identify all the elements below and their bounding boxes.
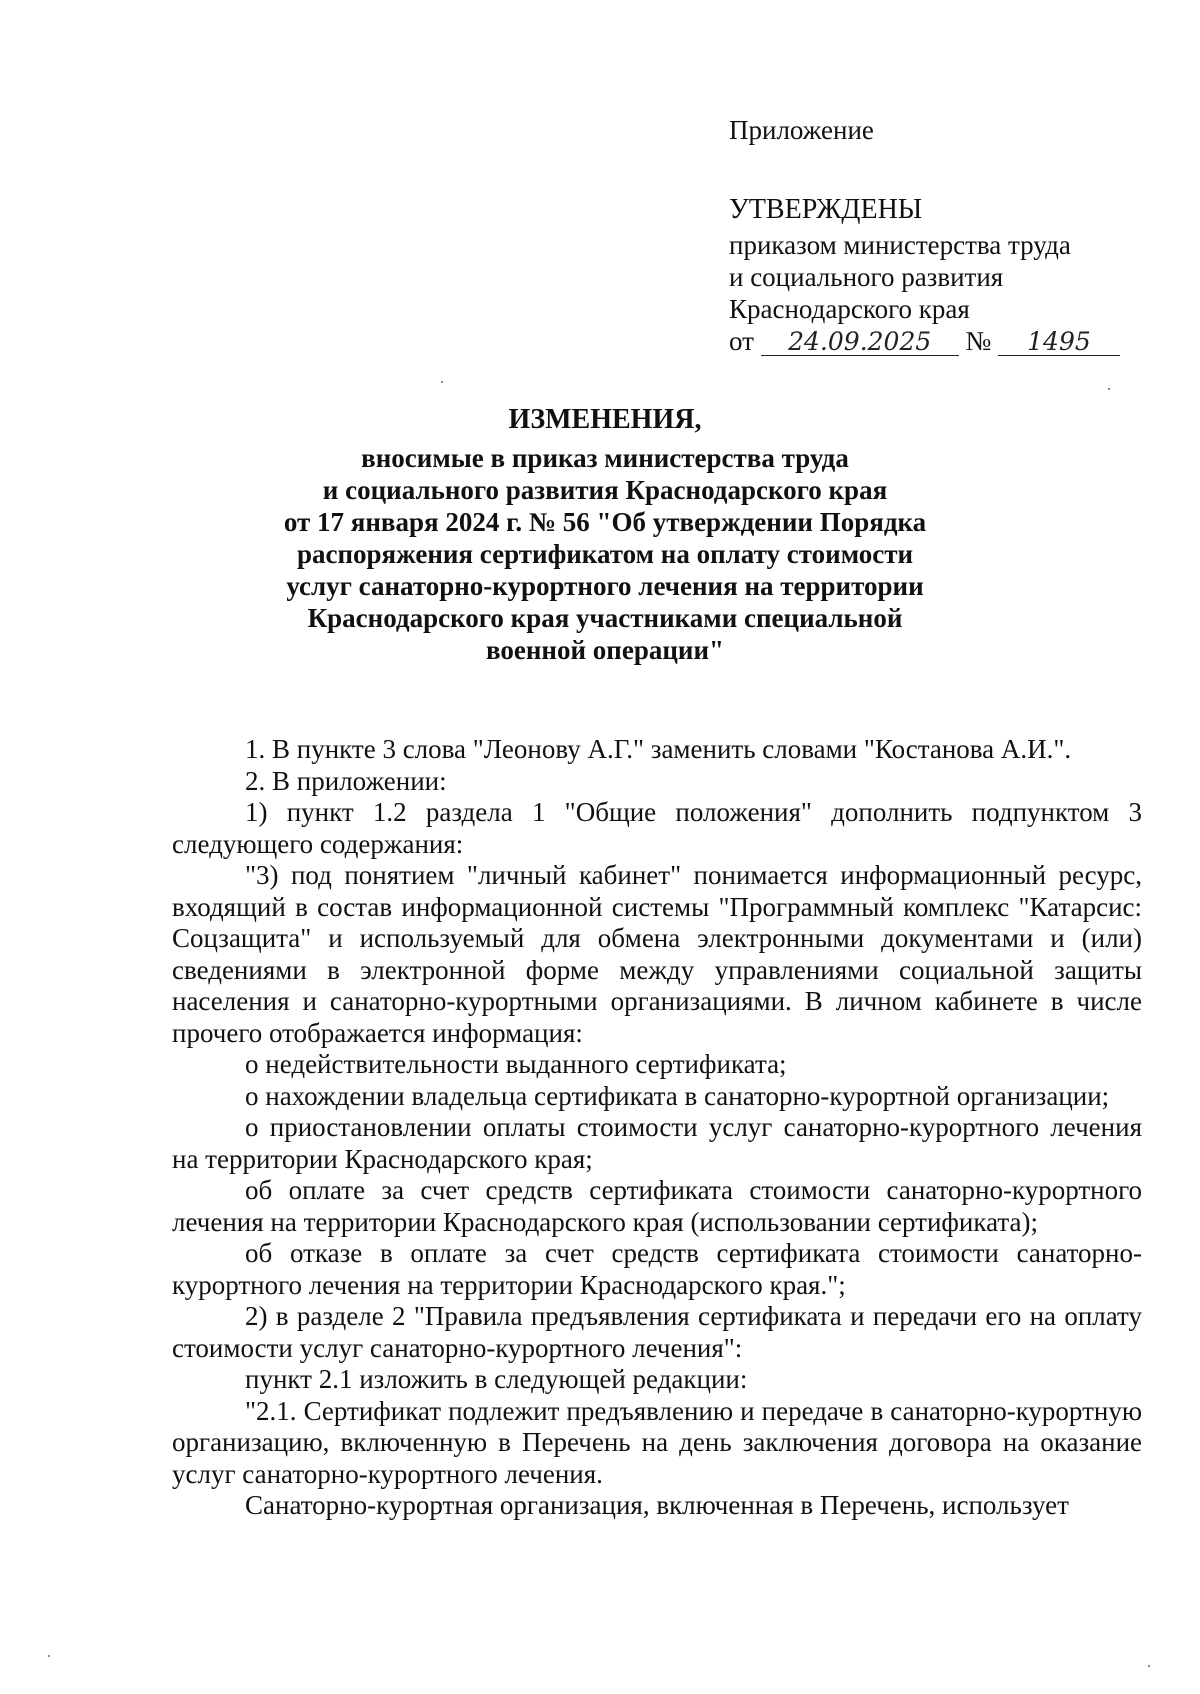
paragraph: о приостановлении оплаты стоимости услуг санаторно-курортного лечения на территории Краснодарского края; bbox=[172, 1112, 1142, 1174]
paragraph: Санаторно-курортная организация, включенная в Перечень, использует bbox=[245, 1490, 1069, 1520]
date-prefix: от bbox=[729, 326, 754, 356]
paragraph: о недействительности выданного сертификата; bbox=[245, 1049, 787, 1079]
paragraph: об отказе в оплате за счет средств сертификата стоимости санаторно-курортного лечения на территории Краснодарского края."; bbox=[172, 1238, 1142, 1300]
title-heading: ИЗМЕНЕНИЯ, bbox=[508, 404, 702, 435]
scan-speck bbox=[48, 1655, 50, 1657]
approval-stamp bbox=[729, 114, 1129, 357]
paragraph: об оплате за счет средств сертификата стоимости санаторно-курортного лечения на территории Краснодарского края (использовании сертификата); bbox=[172, 1175, 1142, 1237]
title-line: распоряжения сертификатом на оплату стоимости bbox=[296, 539, 914, 569]
paragraph: 2) в разделе 2 "Правила предъявления сертификата и передачи его на оплату стоимости услуг санаторно-курортного лечения": bbox=[172, 1301, 1142, 1363]
paragraph: "2.1. Сертификат подлежит предъявлению и передаче в санаторно-курортную организацию, включенную в Перечень на день заключения договора на оказание услуг санаторно-курортного лечения. bbox=[172, 1395, 1142, 1489]
document-title bbox=[170, 404, 1040, 666]
title-line: услуг санаторно-курортного лечения на территории bbox=[286, 571, 924, 601]
order-date-line bbox=[729, 325, 1129, 357]
order-line: Краснодарского края bbox=[729, 294, 970, 324]
paragraph: пункт 2.1 изложить в следующей редакции: bbox=[245, 1364, 748, 1394]
title-line: от 17 января 2024 г. № 56 "Об утверждении Порядка bbox=[283, 507, 927, 537]
title-line: военной операции" bbox=[485, 635, 725, 665]
scan-speck bbox=[441, 381, 443, 383]
handwritten-number: 1495 bbox=[998, 329, 1120, 356]
title-line: и социального развития Краснодарского края bbox=[322, 475, 888, 505]
title-line: вносимые в приказ министерства труда bbox=[361, 443, 849, 473]
scan-speck bbox=[1148, 1665, 1150, 1667]
handwritten-date: 24.09.2025 bbox=[761, 329, 959, 356]
appendix-label: Приложение bbox=[729, 115, 874, 145]
paragraph: о нахождении владельца сертификата в санаторно-курортной организации; bbox=[245, 1080, 1110, 1111]
scan-speck bbox=[1108, 388, 1110, 390]
paragraph: 2. В приложении: bbox=[245, 765, 447, 796]
paragraph: 1) пункт 1.2 раздела 1 "Общие положения" дополнить подпунктом 3 следующего содержания: bbox=[172, 797, 1142, 859]
order-line: приказом министерства труда bbox=[729, 230, 1071, 260]
number-sign: № bbox=[965, 326, 992, 356]
title-line: Краснодарского края участниками специальной bbox=[307, 603, 903, 633]
approved-label: УТВЕРЖДЕНЫ bbox=[729, 194, 923, 225]
paragraph: "3) под понятием "личный кабинет" понимается информационный ресурс, входящий в состав информационной системы "Программный комплекс "Катарсис: Соцзащита" и используемый для обмена электронными документами и (или) сведениями в электронной форме между управлениями социальной защиты населения и санаторно-курортными организациями. В личном кабинете в числе прочего отображается информация: bbox=[172, 860, 1142, 1048]
document-body bbox=[172, 734, 1142, 1522]
paragraph: 1. В пункте 3 слова "Леонову А.Г." заменить словами "Костанова А.И.". bbox=[245, 734, 1072, 764]
order-line: и социального развития bbox=[729, 262, 1004, 292]
